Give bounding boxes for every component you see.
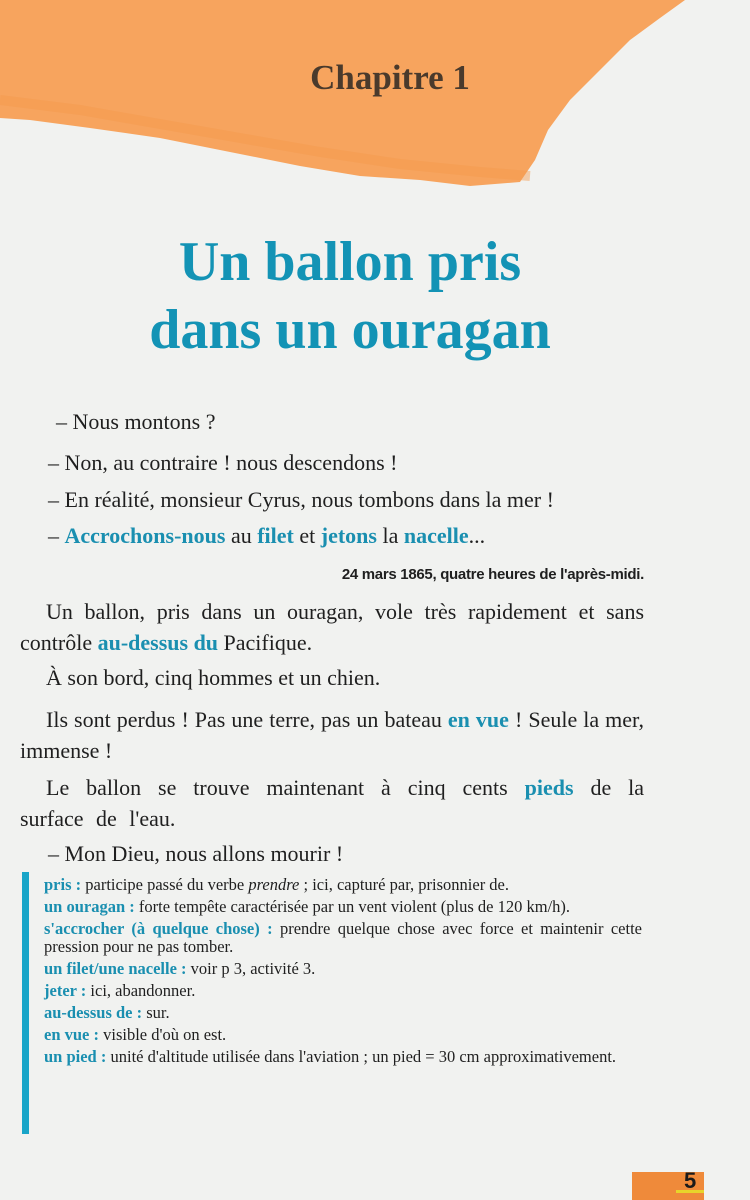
dialogue-line-5: – Mon Dieu, nous allons mourir ! <box>48 841 344 866</box>
chapter-label: Chapitre 1 <box>310 58 470 97</box>
glossary-term: au-dessus de : <box>44 1003 143 1022</box>
text-segment: Le ballon se trouve maintenant à cinq cents <box>46 775 525 800</box>
glossary-def: participe passé du verbe <box>81 875 249 894</box>
glossary-item <box>44 1004 642 1022</box>
glossary-term: jeter : <box>44 981 87 1000</box>
glossary-item <box>44 898 642 916</box>
glossary-def: sur. <box>142 1003 170 1022</box>
page-title <box>0 228 700 364</box>
glossary-def: prendre quelque chose avec force et maintenir cette pression pour ne pas tomber. <box>44 919 642 956</box>
keyword-en-vue: en vue <box>447 707 509 732</box>
title-line-2: dans un ouragan <box>149 299 551 361</box>
glossary-def: visible d'où on est. <box>99 1025 227 1044</box>
text-segment: Pacifique. <box>218 630 313 655</box>
date-line: 24 mars 1865, quatre heures de l'après-midi. <box>341 566 644 583</box>
chapter-banner <box>0 0 750 200</box>
glossary-def: voir p 3, activité 3. <box>186 959 316 978</box>
text-segment: au <box>225 523 258 548</box>
glossary-item <box>44 960 642 978</box>
dialogue-line-2: – Non, au contraire ! nous descendons ! <box>48 450 398 475</box>
glossary-term: en vue : <box>44 1025 99 1044</box>
glossary-def: unité d'altitude utilisée dans l'aviation ; un pied = 30 cm approximativement. <box>106 1047 617 1066</box>
title-line-1: Un ballon pris <box>178 231 522 293</box>
text-segment: Un ballon, pris dans un ouragan, vole très rapidement et sans contrôle <box>20 599 644 655</box>
glossary-def-emphasis: prendre <box>248 875 300 894</box>
glossary-item <box>44 920 642 956</box>
glossary-term: un pied : <box>44 1047 107 1066</box>
paragraph-3 <box>20 704 644 766</box>
glossary-term: pris : <box>44 875 82 894</box>
text-segment: ... <box>468 523 486 548</box>
glossary-item <box>44 1026 642 1044</box>
keyword-au-dessus: au-dessus du <box>97 630 219 655</box>
text-segment: et <box>293 523 321 548</box>
paragraph-2: À son bord, cinq hommes et un chien. <box>46 665 381 690</box>
text-segment: de la surface de l'eau. <box>20 775 644 831</box>
dialogue-line-4 <box>48 520 485 551</box>
glossary-term: s'accrocher (à quelque chose) : <box>44 919 273 938</box>
glossary-def: ici, abandonner. <box>86 981 196 1000</box>
glossary-term: un filet/une nacelle : <box>44 959 187 978</box>
glossary-box <box>22 872 642 1134</box>
page-number: 5 <box>684 1168 697 1193</box>
dash: – <box>48 523 65 548</box>
dialogue-line-3: – En réalité, monsieur Cyrus, nous tombons dans la mer ! <box>48 487 554 512</box>
paragraph-4 <box>20 772 644 834</box>
glossary-item <box>44 1048 642 1066</box>
text-segment: la <box>376 523 404 548</box>
paragraph-1 <box>20 596 644 658</box>
keyword-jetons: jetons <box>320 523 377 548</box>
text-segment: Ils sont perdus ! Pas une terre, pas un bateau <box>46 707 448 732</box>
keyword-filet: filet <box>257 523 294 548</box>
text-segment: ! Seule la mer, immense ! <box>20 707 644 763</box>
glossary-item <box>44 982 642 1000</box>
keyword-accrochons: Accrochons-nous <box>64 523 226 548</box>
glossary-def: ; ici, capturé par, prisonnier de. <box>299 875 510 894</box>
glossary-term: un ouragan : <box>44 897 135 916</box>
dialogue-line-1: – Nous montons ? <box>56 409 216 434</box>
glossary-item <box>44 876 642 894</box>
glossary-list <box>44 876 642 1070</box>
glossary-def: forte tempête caractérisée par un vent violent (plus de 120 km/h). <box>134 897 571 916</box>
keyword-pieds: pieds <box>524 775 574 800</box>
keyword-nacelle: nacelle <box>403 523 469 548</box>
glossary-accent-bar <box>22 872 29 1134</box>
